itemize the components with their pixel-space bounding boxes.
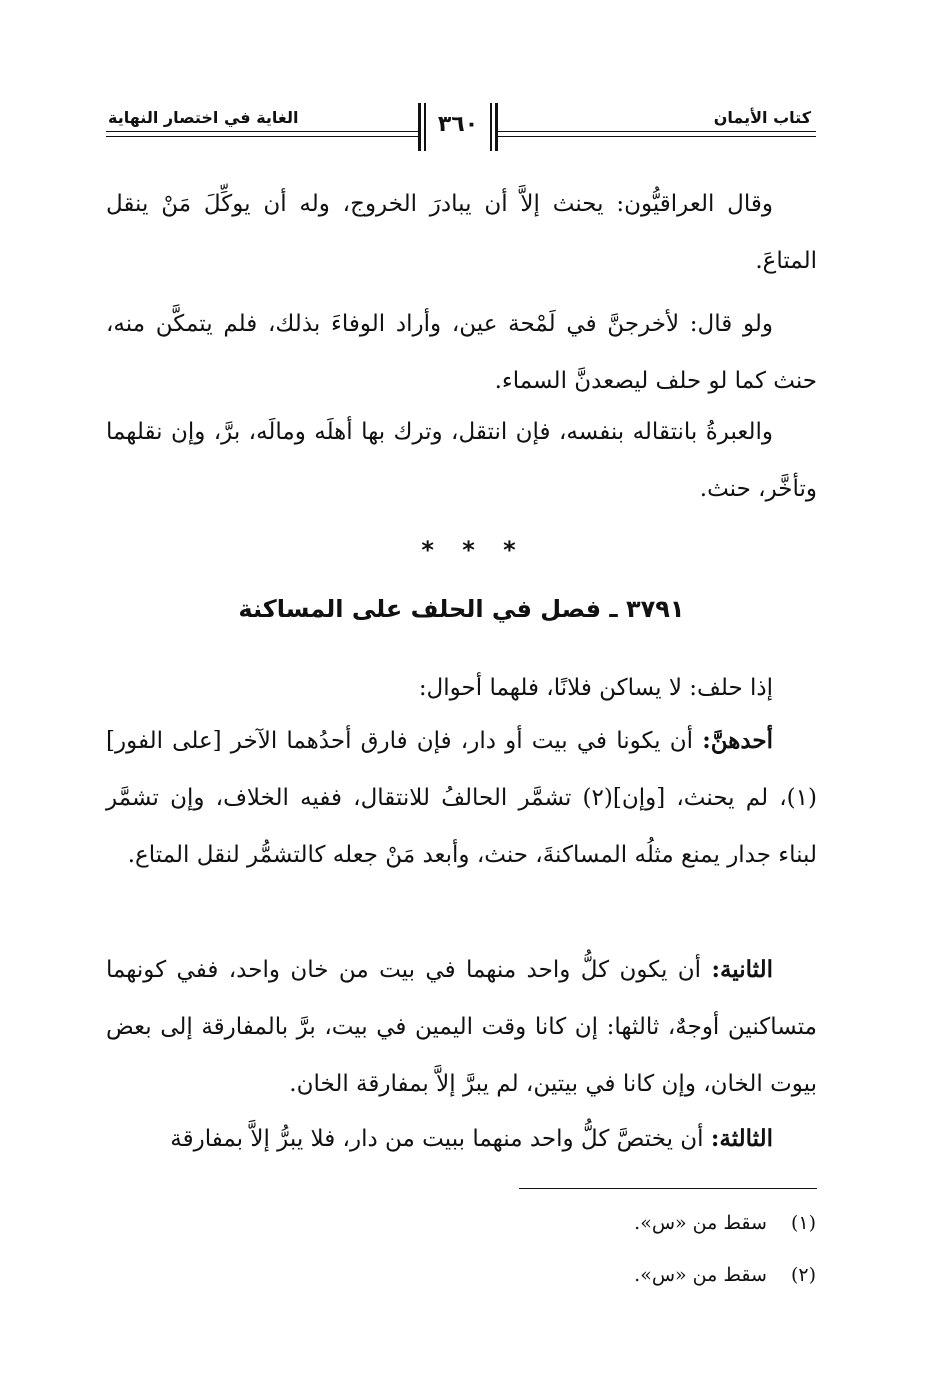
case-label: الثانية:	[711, 956, 773, 983]
paragraph-text: أن يكون كلُّ واحد منهما في بيت من خان واحد، ففي كونهما متساكنين أوجهٌ، ثالثها: إن كانا وقت اليمين في بيت، برَّ بالمفارقة إلى بعض بيوت الخان، وإن كانا في بيتين، لم يبرَّ إلاَّ بمفارقة الخان.	[106, 957, 817, 1097]
paragraph	[106, 941, 817, 1113]
section-separator: * * *	[421, 536, 526, 564]
paragraph-text: أن يكونا في بيت أو دار، فإن فارق أحدُهما الآخر [على الفور](١)، لم يحنث، [وإن](٢) تشمَّر الحالفُ للانتقال، ففيه الخلاف، وإن تشمَّر لبناء جدار يمنع مثلُه المساكنةَ، حنث، وأبعد مَنْ جعله كالتشمُّر لنقل المتاع.	[106, 728, 818, 868]
footnote-number: (٢)	[790, 1264, 816, 1286]
running-header-chapter: كتاب الأيمان	[713, 108, 811, 127]
footnote	[634, 1264, 816, 1286]
case-label: الثالثة:	[710, 1125, 773, 1152]
footnote	[634, 1212, 816, 1234]
running-header-book-title: الغاية في اختصار النهاية	[108, 108, 299, 127]
section-heading: ٣٧٩١ ـ فصل في الحلف على المساكنة	[238, 595, 685, 623]
footnote-rule	[519, 1188, 817, 1189]
paragraph	[106, 1110, 817, 1168]
paragraph-text: إذا حلف: لا يساكن فلانًا، فلهما أحوال:	[418, 675, 773, 701]
page-number: ٣٦٠	[437, 112, 479, 137]
paragraph	[106, 712, 817, 884]
paragraph-text: ولو قال: لأخرجنَّ في لَمْحة عين، وأراد الوفاءَ بذلك، فلم يتمكَّن منه، حنث كما لو حلف ليصعدنَّ السماء.	[106, 311, 817, 394]
paragraph	[106, 404, 817, 518]
paragraph-text: والعبرةُ بانتقاله بنفسه، فإن انتقل، وترك بها أهلَه ومالَه، برَّ، وإن نقلهما وتأخَّر، حنث.	[106, 419, 817, 502]
paragraph	[106, 296, 817, 410]
case-label: أحدهنَّ:	[702, 727, 774, 754]
footnote-number: (١)	[790, 1212, 816, 1234]
paragraph-text: وقال العراقيُّون: يحنث إلاَّ أن يبادرَ الخروج، وله أن يوكِّلَ مَنْ ينقل المتاعَ.	[106, 191, 817, 274]
footnote-text: سقط من «س».	[634, 1264, 767, 1286]
paragraph	[106, 176, 817, 290]
footnote-text: سقط من «س».	[634, 1212, 767, 1234]
paragraph-text: أن يختصَّ كلُّ واحد منهما ببيت من دار، فلا يبرُّ إلاَّ بمفارقة	[170, 1126, 704, 1152]
paragraph	[106, 660, 817, 717]
page-number-frame	[418, 103, 498, 151]
